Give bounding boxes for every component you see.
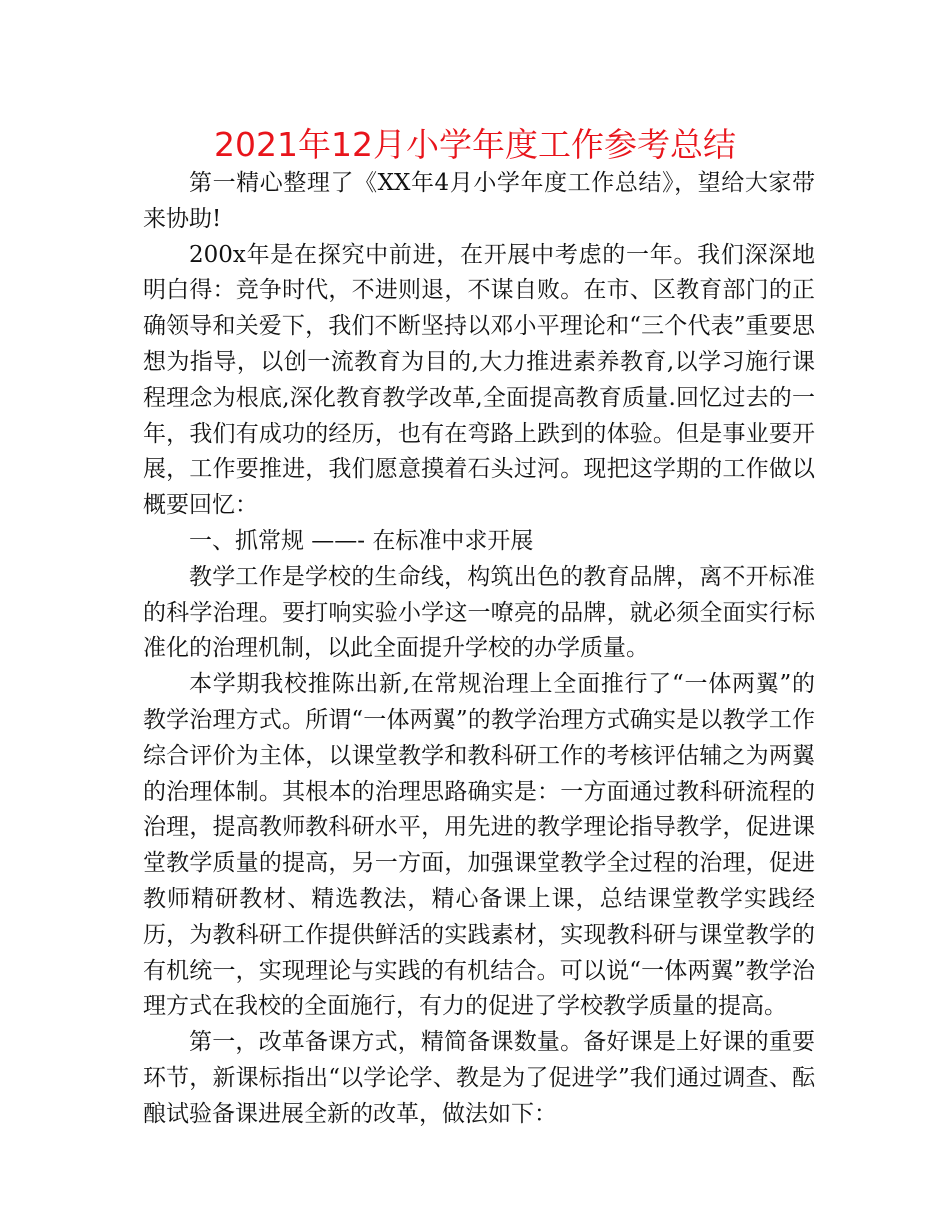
paragraph-overview: 200x年是在探究中前进，在开展中考虑的一年。我们深深地明白得：竞争时代，不进则退，不谋自败。在市、区教育部门的正确领导和关爱下，我们不断坚持以邓小平理论和“三个代表”重要思想为指导，以创一流教育为目的,大力推进素养教育,以学习施行课程理念为根底,深化教育教学改革,全面提高教育质量.回忆过去的一年，我们有成功的经历，也有在弯路上跌到的体验。但是事业要开展，工作要推进，我们愿意摸着石头过河。现把这学期的工作做以概要回忆： [143, 241, 815, 519]
document-body [143, 166, 815, 1133]
paragraph-intro: 第一精心整理了《XX年4月小学年度工作总结》，望给大家带来协助! [143, 170, 815, 232]
document-title: 2021年12月小学年度工作参考总结 [214, 125, 736, 164]
paragraph-lesson-prep: 第一，改革备课方式，精简备课数量。备好课是上好课的重要环节，新课标指出“以学论学、教是为了促进学”我们通过调查、酝酿试验备课进展全新的改革，做法如下： [143, 1029, 815, 1127]
paragraph-teaching-work: 教学工作是学校的生命线，构筑出色的教育品牌，离不开标准的科学治理。要打响实验小学这一嘹亮的品牌，就必须全面实行标准化的治理机制，以此全面提升学校的办学质量。 [143, 563, 815, 662]
section-heading-1: 一、抓常规 ——- 在标准中求开展 [189, 527, 534, 554]
paragraph-management-model: 本学期我校推陈出新,在常规治理上全面推行了“一体两翼”的教学治理方式。所谓“一体两翼”的教学治理方式确实是以教学工作综合评价为主体，以课堂教学和教科研工作的考核评估辅之为两翼的治理体制。其根本的治理思路确实是：一方面通过教科研流程的治理，提高教师教科研水平，用先进的教学理论指导教学，促进课堂教学质量的提高，另一方面，加强课堂教学全过程的治理，促进教师精研教材、精选教法，精心备课上课，总结课堂教学实践经历，为教科研工作提供鲜活的实践素材，实现教科研与课堂教学的有机统一，实现理论与实践的有机结合。可以说“一体两翼”教学治理方式在我校的全面施行，有力的促进了学校教学质量的提高。 [143, 671, 815, 1020]
